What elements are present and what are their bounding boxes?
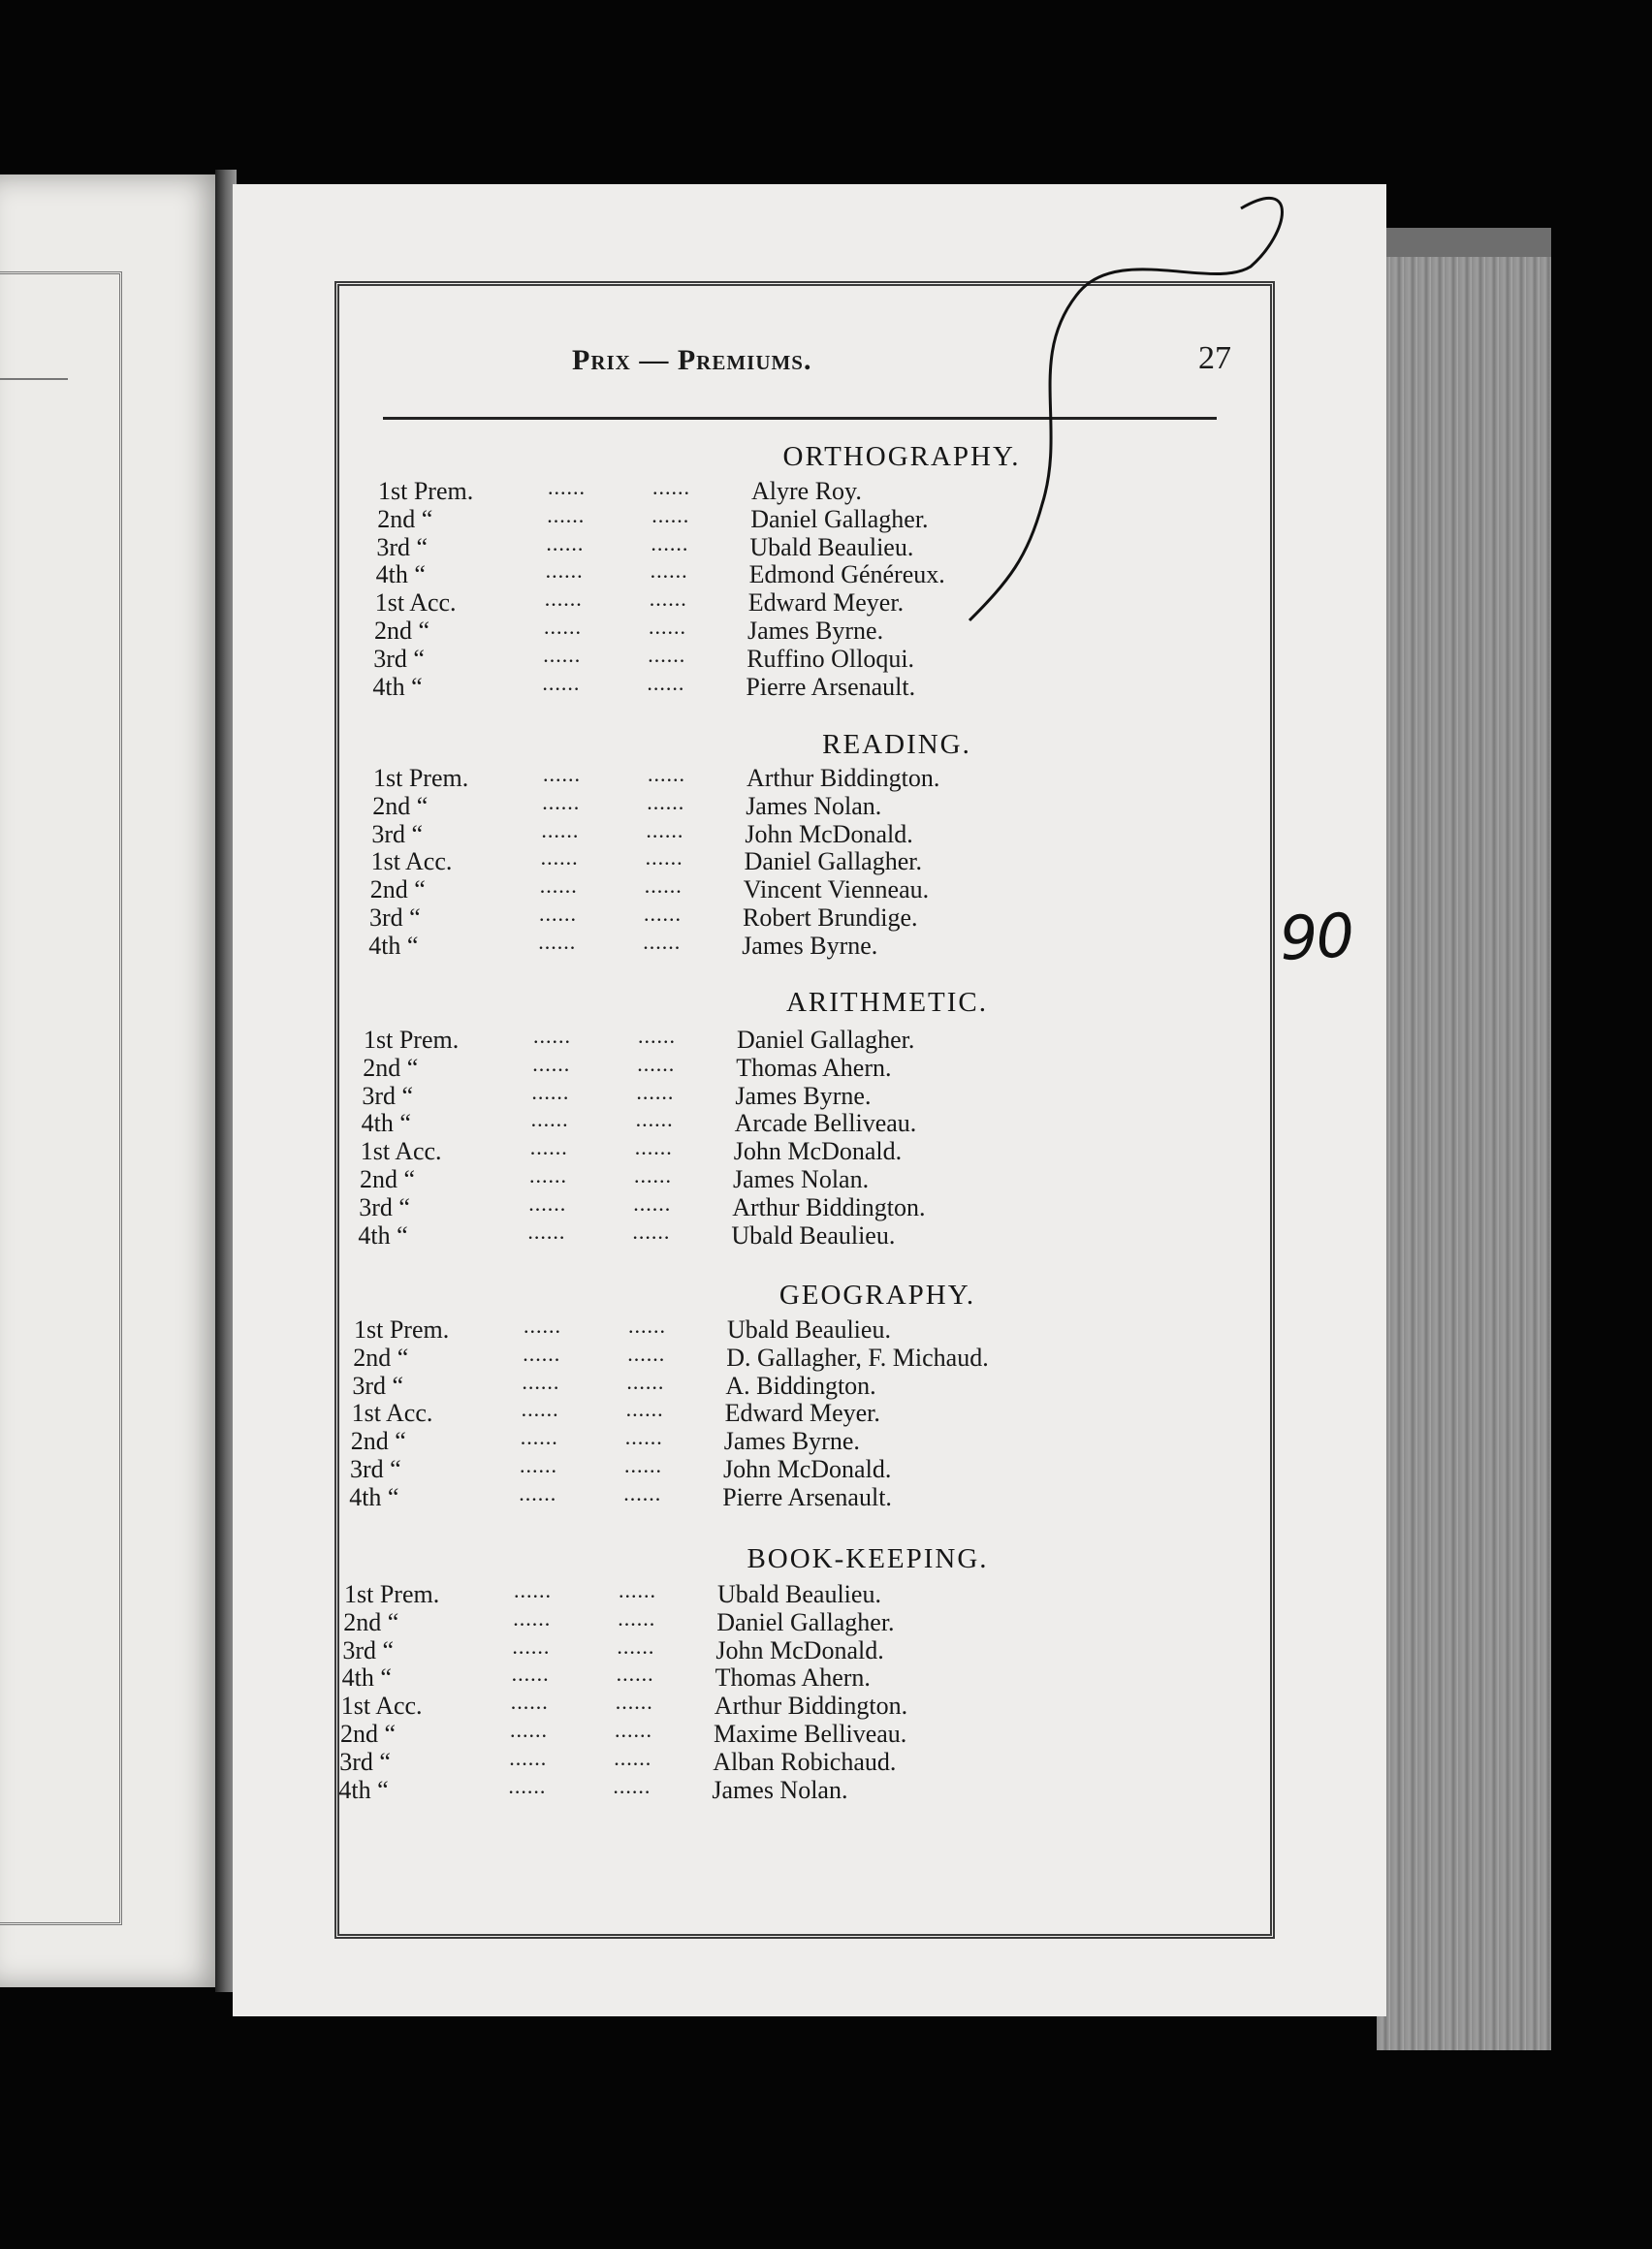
student-name: James Byrne. (735, 1081, 872, 1110)
leader-dots: ...... (512, 1633, 551, 1659)
prize-rank: 1st Acc. (360, 1137, 442, 1166)
student-name: Arcade Belliveau. (734, 1109, 917, 1138)
student-name: Vincent Vienneau. (743, 875, 930, 904)
leader-dots: ...... (510, 1690, 549, 1715)
section-title: GEOGRAPHY. (778, 1280, 976, 1311)
leader-dots: ...... (632, 1219, 671, 1244)
leader-dots: ...... (545, 558, 584, 584)
student-name: D. Gallagher, F. Michaud. (726, 1343, 989, 1372)
prize-rank: 3rd “ (371, 819, 424, 848)
leader-dots: ...... (648, 642, 686, 667)
leader-dots: ...... (647, 670, 685, 695)
leader-dots: ...... (634, 1135, 673, 1160)
prize-rank: 3rd “ (369, 903, 421, 932)
leader-dots: ...... (646, 817, 684, 842)
leader-dots: ...... (648, 762, 685, 786)
leader-dots: ...... (509, 1745, 548, 1770)
leader-dots: ...... (614, 1745, 652, 1770)
running-title: Prix — Premiums. (572, 344, 812, 376)
prize-rank: 3rd “ (376, 532, 429, 561)
leader-dots: ...... (522, 1369, 560, 1394)
prize-rank: 2nd “ (340, 1720, 397, 1748)
leader-dots: ...... (543, 642, 582, 667)
prize-rank: 1st Prem. (364, 1026, 460, 1054)
prize-rank: 3rd “ (350, 1455, 401, 1483)
leader-dots: ...... (542, 789, 581, 814)
student-name: Arthur Biddington. (714, 1692, 908, 1721)
leader-dots: ...... (519, 1480, 557, 1505)
leader-dots: ...... (528, 1190, 567, 1216)
leader-dots: ...... (636, 1079, 675, 1104)
student-name: Daniel Gallagher. (737, 1026, 915, 1054)
prize-rank: 2nd “ (350, 1427, 406, 1456)
prize-rank: 1st Prem. (378, 477, 474, 505)
section-title: ORTHOGRAPHY. (782, 441, 1021, 472)
leader-dots: ...... (624, 1453, 662, 1477)
handwritten-folio-number: 90 (1278, 900, 1354, 974)
prize-rank: 2nd “ (377, 504, 433, 533)
student-name: Daniel Gallagher. (750, 504, 929, 533)
student-name: Alyre Roy. (751, 477, 862, 505)
leader-dots: ...... (544, 615, 582, 639)
leader-dots: ...... (523, 1341, 561, 1366)
student-name: Edward Meyer. (724, 1399, 880, 1428)
leader-dots: ...... (529, 1163, 567, 1188)
leader-dots: ...... (637, 1051, 676, 1076)
student-name: Daniel Gallagher. (744, 847, 922, 876)
student-name: Arthur Biddington. (732, 1192, 926, 1221)
leader-dots: ...... (520, 1453, 557, 1477)
section-title: BOOK-KEEPING. (747, 1543, 989, 1574)
student-name: Daniel Gallagher. (716, 1607, 895, 1636)
leader-dots: ...... (539, 902, 577, 926)
student-name: Pierre Arsenault. (746, 672, 916, 701)
student-name: Maxime Belliveau. (714, 1720, 907, 1748)
student-name: Robert Brundige. (743, 903, 918, 932)
leader-dots: ...... (649, 615, 686, 639)
leader-dots: ...... (529, 1135, 568, 1160)
leader-dots: ...... (628, 1314, 666, 1338)
prize-rank: 3rd “ (362, 1081, 414, 1110)
leader-dots: ...... (615, 1718, 652, 1742)
leader-dots: ...... (541, 817, 580, 842)
prize-rank: 1st Acc. (374, 588, 457, 618)
prize-rank: 1st Acc. (351, 1399, 433, 1428)
leader-dots: ...... (514, 1578, 552, 1602)
prize-rank: 4th “ (375, 560, 426, 589)
leader-dots: ...... (623, 1480, 662, 1505)
student-name: Alban Robichaud. (713, 1747, 897, 1776)
leader-dots: ...... (647, 789, 685, 814)
prize-rank: 4th “ (361, 1109, 411, 1138)
page-number: 27 (1198, 340, 1231, 376)
student-name: Edward Meyer. (747, 588, 905, 618)
leader-dots: ...... (520, 1425, 558, 1450)
prize-rank: 4th “ (349, 1482, 399, 1511)
leader-dots: ...... (540, 845, 579, 871)
leader-dots: ...... (627, 1341, 666, 1366)
prize-rank: 4th “ (372, 672, 423, 701)
prize-rank: 3rd “ (342, 1635, 395, 1664)
student-name: Ubald Beaulieu. (749, 532, 914, 561)
leader-dots: ...... (546, 530, 585, 555)
student-name: Edmond Généreux. (748, 560, 945, 589)
leader-dots: ...... (619, 1578, 656, 1602)
leader-dots: ...... (638, 1024, 676, 1048)
leader-dots: ...... (548, 475, 586, 499)
leader-dots: ...... (617, 1633, 655, 1659)
leader-dots: ...... (616, 1662, 654, 1687)
student-name: John McDonald. (723, 1455, 892, 1483)
prize-rank: 1st Prem. (354, 1315, 450, 1344)
leader-dots: ...... (539, 873, 578, 899)
student-name: James Byrne. (747, 617, 884, 645)
student-name: James Nolan. (712, 1775, 848, 1804)
leader-dots: ...... (625, 1397, 664, 1422)
leader-dots: ...... (645, 845, 683, 871)
leader-dots: ...... (634, 1163, 672, 1188)
student-name: Thomas Ahern. (736, 1053, 892, 1082)
leader-dots: ...... (542, 670, 581, 695)
leader-dots: ...... (538, 929, 577, 954)
prize-rank: 2nd “ (360, 1165, 416, 1193)
leader-dots: ...... (524, 1314, 561, 1338)
student-name: James Nolan. (746, 791, 882, 820)
leader-dots: ...... (624, 1425, 663, 1450)
student-name: James Nolan. (733, 1165, 870, 1193)
leader-dots: ...... (544, 586, 583, 612)
leader-dots: ...... (635, 1107, 674, 1132)
leader-dots: ...... (533, 1024, 571, 1048)
student-name: Ubald Beaulieu. (717, 1580, 881, 1608)
prize-rank: 4th “ (368, 931, 419, 960)
leader-dots: ...... (644, 902, 682, 926)
leader-dots: ...... (633, 1190, 672, 1216)
leader-dots: ...... (508, 1773, 547, 1798)
prize-rank: 4th “ (338, 1775, 389, 1804)
prize-rank: 3rd “ (339, 1747, 391, 1776)
prize-rank: 2nd “ (369, 875, 426, 904)
prize-rank: 3rd “ (373, 644, 425, 673)
student-name: John McDonald. (745, 819, 913, 848)
student-name: Ubald Beaulieu. (727, 1315, 891, 1344)
leader-dots: ...... (651, 530, 689, 555)
leader-dots: ...... (651, 502, 690, 527)
student-name: James Byrne. (742, 931, 878, 960)
student-name: James Byrne. (723, 1427, 860, 1456)
leader-dots: ...... (618, 1605, 656, 1631)
leader-dots: ...... (531, 1079, 570, 1104)
leader-dots: ...... (513, 1605, 552, 1631)
leader-dots: ...... (644, 873, 683, 899)
prize-rank: 1st Prem. (373, 764, 469, 792)
leader-dots: ...... (511, 1662, 550, 1687)
leader-dots: ...... (510, 1718, 548, 1742)
prize-rank: 2nd “ (353, 1343, 409, 1372)
prize-rank: 2nd “ (372, 791, 429, 820)
prize-rank: 2nd “ (374, 617, 430, 645)
student-name: Thomas Ahern. (715, 1663, 871, 1693)
leader-dots: ...... (626, 1369, 665, 1394)
section-title: ARITHMETIC. (785, 987, 989, 1018)
student-name: John McDonald. (715, 1635, 884, 1664)
prize-rank: 1st Acc. (370, 847, 453, 876)
prize-rank: 2nd “ (363, 1053, 419, 1082)
student-name: John McDonald. (733, 1137, 903, 1166)
leader-dots: ...... (543, 762, 581, 786)
prize-rank: 4th “ (341, 1663, 392, 1693)
leader-dots: ...... (613, 1773, 651, 1798)
prize-rank: 1st Acc. (340, 1692, 423, 1721)
student-name: Arthur Biddington. (747, 764, 940, 792)
leader-dots: ...... (521, 1397, 559, 1422)
leader-dots: ...... (652, 475, 690, 499)
prize-rank: 3rd “ (352, 1371, 404, 1400)
leader-dots: ...... (547, 502, 586, 527)
student-name: Pierre Arsenault. (722, 1482, 892, 1511)
prize-rank: 4th “ (358, 1220, 408, 1250)
student-name: A. Biddington. (725, 1371, 876, 1400)
student-name: Ruffino Olloqui. (747, 644, 915, 673)
leader-dots: ...... (527, 1219, 566, 1244)
prize-rank: 3rd “ (359, 1192, 410, 1221)
leader-dots: ...... (615, 1690, 653, 1715)
prize-rank: 1st Prem. (344, 1580, 440, 1608)
student-name: Ubald Beaulieu. (731, 1220, 896, 1250)
leader-dots: ...... (530, 1107, 569, 1132)
leader-dots: ...... (649, 586, 687, 612)
section-title: READING. (822, 729, 971, 760)
leader-dots: ...... (532, 1051, 571, 1076)
leader-dots: ...... (650, 558, 688, 584)
leader-dots: ...... (643, 929, 682, 954)
prize-rank: 2nd “ (343, 1607, 399, 1636)
